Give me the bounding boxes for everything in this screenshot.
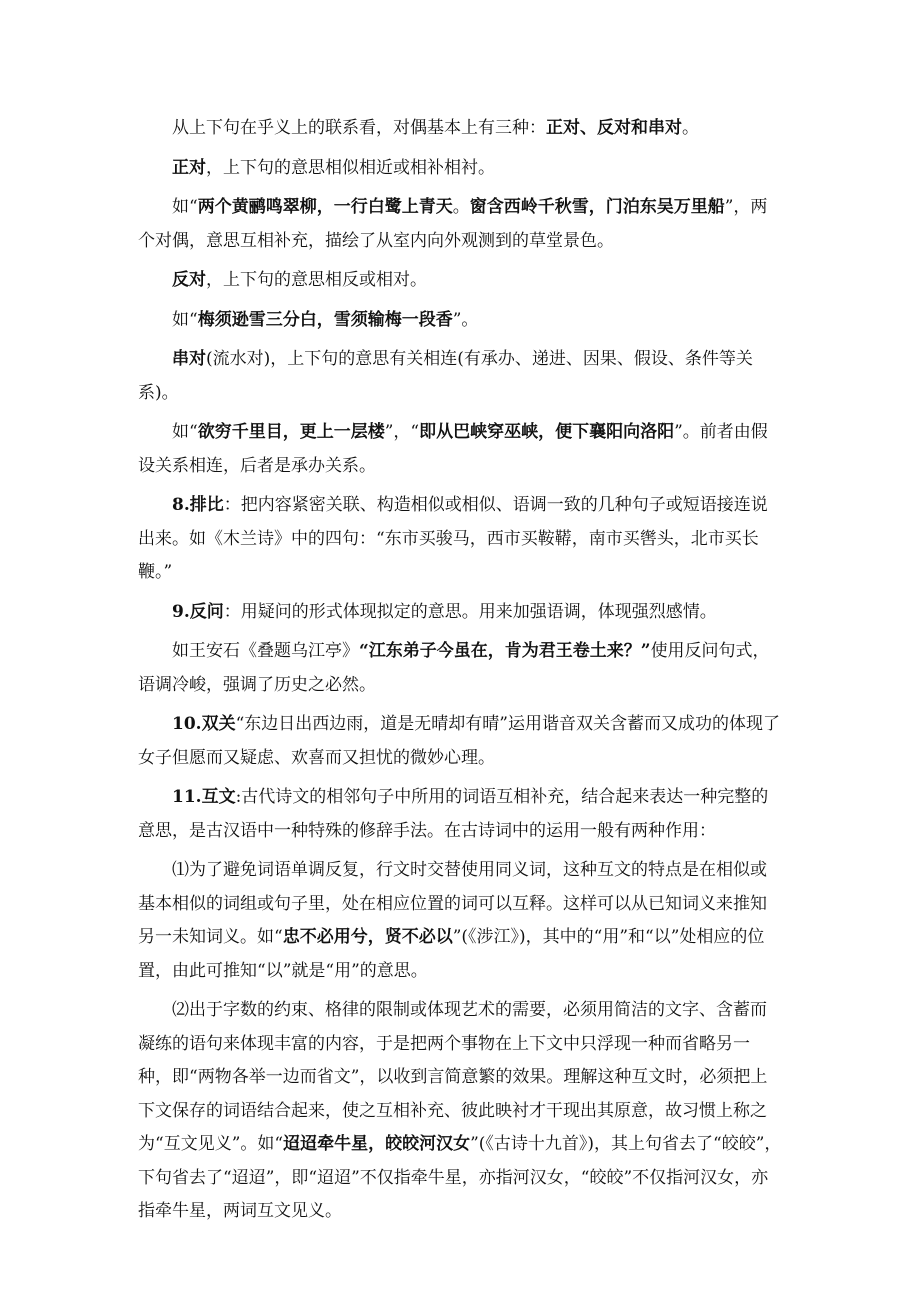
bold-text-run: 正对、反对和串对 — [546, 118, 682, 138]
text-run: (流水对)，上下句的意思有关相连(有承办、递进、因果、假设、条件等关系)。 — [138, 349, 753, 403]
bold-text-run: “江东弟子今虽在，肯为君王卷土来？” — [359, 641, 651, 661]
bold-text-run: 忠不必用兮，贤不必以 — [282, 927, 453, 947]
bold-text-run: 梅须逊雪三分白，雪须输梅一段香 — [197, 309, 453, 330]
bold-text-run: 正对 — [172, 157, 206, 178]
text-run: ”，“ — [384, 422, 420, 442]
text-run: ”(《涉江》)，其中的“用”和“以”处相应的位置，由此可推知“以”就是“用”的意思。 — [138, 927, 765, 981]
paragraph-chuandui-example — [138, 416, 782, 483]
bold-text-run: 9.反问 — [172, 601, 224, 622]
bold-text-run: 迢迢牵牛星，皎皎河汉女 — [283, 1134, 471, 1154]
text-run: 如“ — [172, 197, 198, 217]
text-run: ，上下句的意思相反或相对。 — [206, 270, 427, 290]
bold-text-run: 反对 — [172, 270, 206, 290]
bold-text-run: 10.双关 — [172, 714, 236, 734]
paragraph-fanwen-example — [138, 635, 782, 702]
text-run: 如“ — [172, 422, 198, 442]
text-run: 。 — [682, 118, 699, 138]
paragraph-huwen — [138, 781, 782, 848]
text-run: ⑵出于字数的约束、格律的限制或体现艺术的需要，必须用简洁的文字、含蓄而凝练的语句来体现丰富的内容，于是把两个事物在上下文中只浮现一种而省略另一种，即“两物各举一边而省文”，以收到言简意繁的效果。理解这种互文时，必须把上下文保存的词语结合起来，使之互相补充、彼此映衬才干现出其原意，故习惯上称之为“互文见义”。如“ — [138, 1000, 768, 1154]
bold-text-run: 串对 — [172, 349, 206, 369]
text-run: ：用疑问的形式体现拟定的意思。用来加强语调，体现强烈感情。 — [223, 601, 717, 622]
paragraph-fandui-example — [138, 304, 782, 338]
text-run: ”，两个对偶，意思互相补充，描绘了从室内向外观测到的草堂景色。 — [138, 197, 768, 251]
text-run: ，上下句的意思相似相近或相补相衬。 — [206, 157, 495, 178]
paragraph-fandui — [138, 264, 782, 298]
text-run: 从上下句在乎义上的联系看，对偶基本上有三种： — [172, 118, 546, 138]
paragraph-chuandui — [138, 343, 782, 410]
paragraph-zhengdui — [138, 152, 782, 186]
text-run: 如“ — [172, 309, 198, 330]
text-run: ”。 — [452, 309, 479, 330]
bold-text-run: 欲穷千里目，更上一层楼 — [197, 422, 385, 442]
text-run: “东边日出西边雨，道是无晴却有晴”运用谐音双关含蓄而又成功的体现了女子但愿而又疑虑、欢喜而又担忧的微妙心理。 — [138, 714, 780, 768]
paragraph-shuangguan — [138, 708, 782, 775]
text-run: 如王安石《叠题乌江亭》 — [172, 641, 359, 661]
text-run: ”(《古诗十九首》)，其上句省去了“皎皎”，下句省去了“迢迢”，即“迢迢”不仅指牵牛星，亦指河汉女，“皎皎”不仅指河汉女，亦指牵牛星，两词互文见义。 — [138, 1134, 782, 1221]
paragraph-huwen-usage-2 — [138, 994, 782, 1229]
text-run: 。 — [452, 197, 470, 217]
text-run: 使用反问句式，语调冷峻，强调了历史之必然。 — [138, 641, 770, 695]
bold-text-run: 两个黄鹂鸣翠柳，一行白鹭上青天 — [197, 197, 453, 217]
text-run: ”。前者由假设关系相连，后者是承办关系。 — [138, 422, 768, 476]
bold-text-run: 8.排比 — [172, 495, 224, 515]
paragraph-fanwen — [138, 596, 782, 630]
paragraph-zhengdui-example — [138, 191, 782, 258]
paragraph-duiou-types — [138, 112, 782, 146]
bold-text-run: 窗含西岭千秋雪，门泊东吴万里船 — [469, 197, 725, 217]
bold-text-run: 即从巴峡穿巫峡，便下襄阳向洛阳 — [419, 422, 675, 442]
paragraph-huwen-usage-1 — [138, 854, 782, 988]
text-run: ：把内容紧密关联、构造相似或相似、语调一致的几种句子或短语接连说出来。如《木兰诗》中的四句：“东市买骏马，西市买鞍鞯，南市买辔头，北市买长鞭。” — [138, 495, 768, 582]
bold-text-run: 11.互文 — [172, 787, 236, 807]
text-run: :古代诗文的相邻句子中所用的词语互相补充，结合起来表达一种完整的意思，是古汉语中一种特殊的修辞手法。在古诗词中的运用一般有两种作用： — [138, 787, 769, 841]
paragraph-paibi — [138, 489, 782, 590]
text-run: ⑴为了避免词语单调反复，行文时交替使用同义词，这种互文的特点是在相似或基本相似的词组或句子里，处在相应位置的词可以互释。这样可以从已知词义来推知另一未知词义。如“ — [138, 860, 767, 947]
